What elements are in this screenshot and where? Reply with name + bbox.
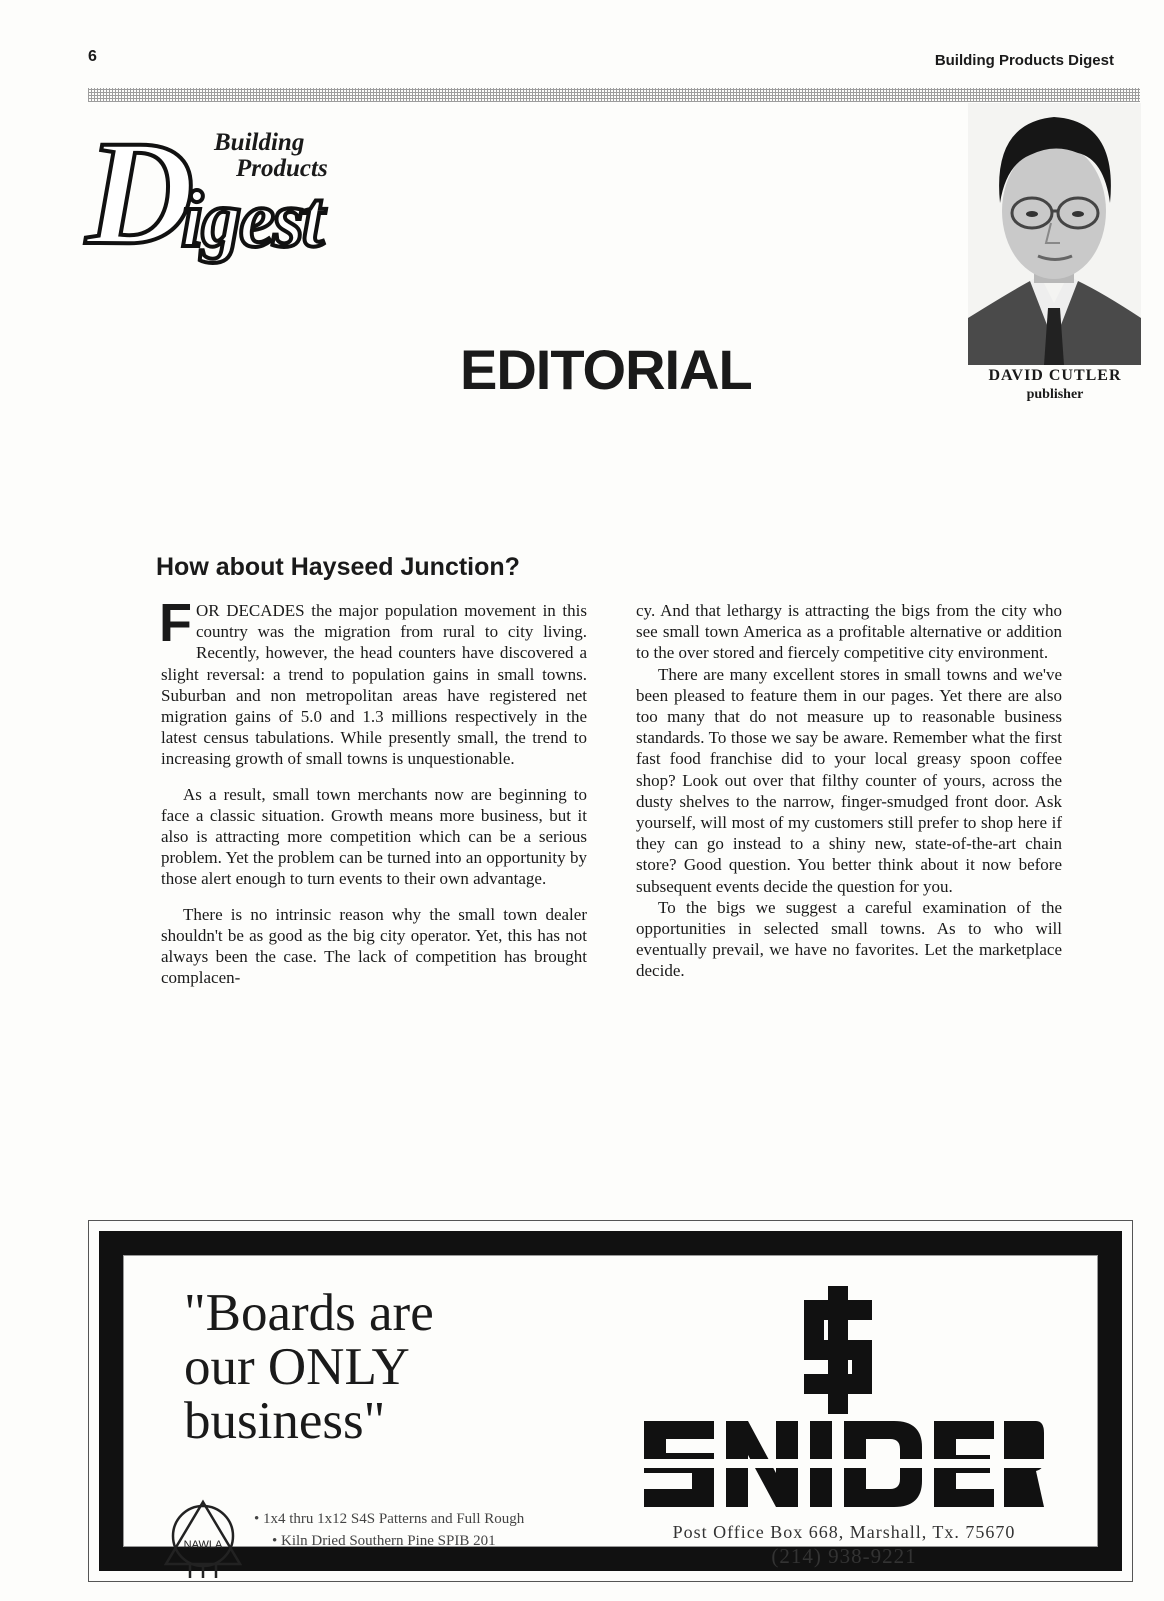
drop-cap: F <box>159 593 192 653</box>
company-phone: (214) 938-9221 <box>771 1544 917 1568</box>
company-logo <box>644 1421 1044 1507</box>
ad-border <box>99 1231 1122 1571</box>
logo-mark-d: D <box>86 110 191 276</box>
association-emblem-icon <box>160 1496 246 1582</box>
ad-contact <box>644 1520 1044 1568</box>
article-paragraph: To the bigs we suggest a careful examination of the opportunities in selected small towns. As to who will eventually prevail, we have no favorites. Let the marketplace decide. <box>636 897 1062 981</box>
ad-bullet: • Kiln Dried Southern Pine SPIB 201 <box>272 1533 496 1549</box>
ad-bullet: • 1x4 thru 1x12 S4S Patterns and Full Rough <box>254 1511 525 1527</box>
article-right-column <box>636 600 1062 982</box>
section-title: EDITORIAL <box>460 338 752 401</box>
slogan-line: "Boards are <box>184 1284 434 1342</box>
article-left-column <box>159 593 587 988</box>
slogan-line: business" <box>184 1392 386 1450</box>
company-name-text: SNIDER <box>842 1503 846 1504</box>
logo-line-building: Building <box>214 129 305 156</box>
author-role: publisher <box>1026 387 1084 402</box>
ad-bullet-list <box>254 1508 524 1552</box>
ad-slogan <box>184 1286 434 1448</box>
association-mark-text: NAWLA <box>183 1539 223 1551</box>
running-header-title: Building Products Digest <box>934 52 1114 69</box>
advertisement <box>88 1220 1133 1582</box>
author-photo <box>968 103 1141 365</box>
header-rule <box>88 88 1140 102</box>
dollar-sign-icon <box>798 1286 878 1414</box>
author-name: DAVID CUTLER <box>988 367 1122 384</box>
slogan-line: our ONLY <box>184 1338 410 1396</box>
logo-line-products: Products <box>236 155 328 182</box>
article-paragraph: There are many excellent stores in small towns and we've been pleased to feature them in our pages. Yet there are also too many that do not measure up to reasonable business standards. To those we say be aware. Remember what the first fast food franchise did to your local greasy spoon coffee shop? Look out over that filthy counter of yours, across the dusty shelves to the narrow, finger-smudged front door. Ask yourself, will most of my customers still prefer to shop here if they can go instead to a shiny new, state-of-the-art chain store? Good question. You better think about it now before subsequent events decide the question for you. <box>636 664 1062 896</box>
ad-panel <box>123 1255 1098 1568</box>
masthead-logo <box>86 110 431 276</box>
page-number: 6 <box>88 48 97 65</box>
portrait-image <box>968 103 1141 365</box>
article-paragraph: There is no intrinsic reason why the small town dealer shouldn't be as good as the big city operator. Yet, this has not always been the case. The lack of competition has brought complacen- <box>161 904 587 988</box>
article-paragraph <box>159 593 587 770</box>
logo-mark-digest: igest <box>181 176 323 264</box>
company-address: Post Office Box 668, Marshall, Tx. 75670 <box>672 1522 1016 1542</box>
article-paragraph: As a result, small town merchants now are beginning to face a classic situation. Growth means more business, but it also is attracting more competition which can be a serious problem. Yet the problem can be turned into an opportunity by those alert enough to turn events to their own advantage. <box>161 784 587 889</box>
paragraph-text: OR DECADES the major population movement in this country was the migration from rural to city living. Recently, however, the head counters have discovered a slight reversal: a trend to population gains in small towns. Suburban and non metropolitan areas have registered net migration gains of 5.0 and 1.3 millions respectively in the latest census tabulations. While presently small, the trend to increasing growth of small towns is unquestionable. <box>161 601 587 769</box>
article-headline: How about Hayseed Junction? <box>156 553 520 581</box>
article-paragraph: cy. And that lethargy is attracting the bigs from the city who see small town America as a profitable alternative or addition to the over stored and fiercely competitive city environment. <box>636 601 1062 663</box>
